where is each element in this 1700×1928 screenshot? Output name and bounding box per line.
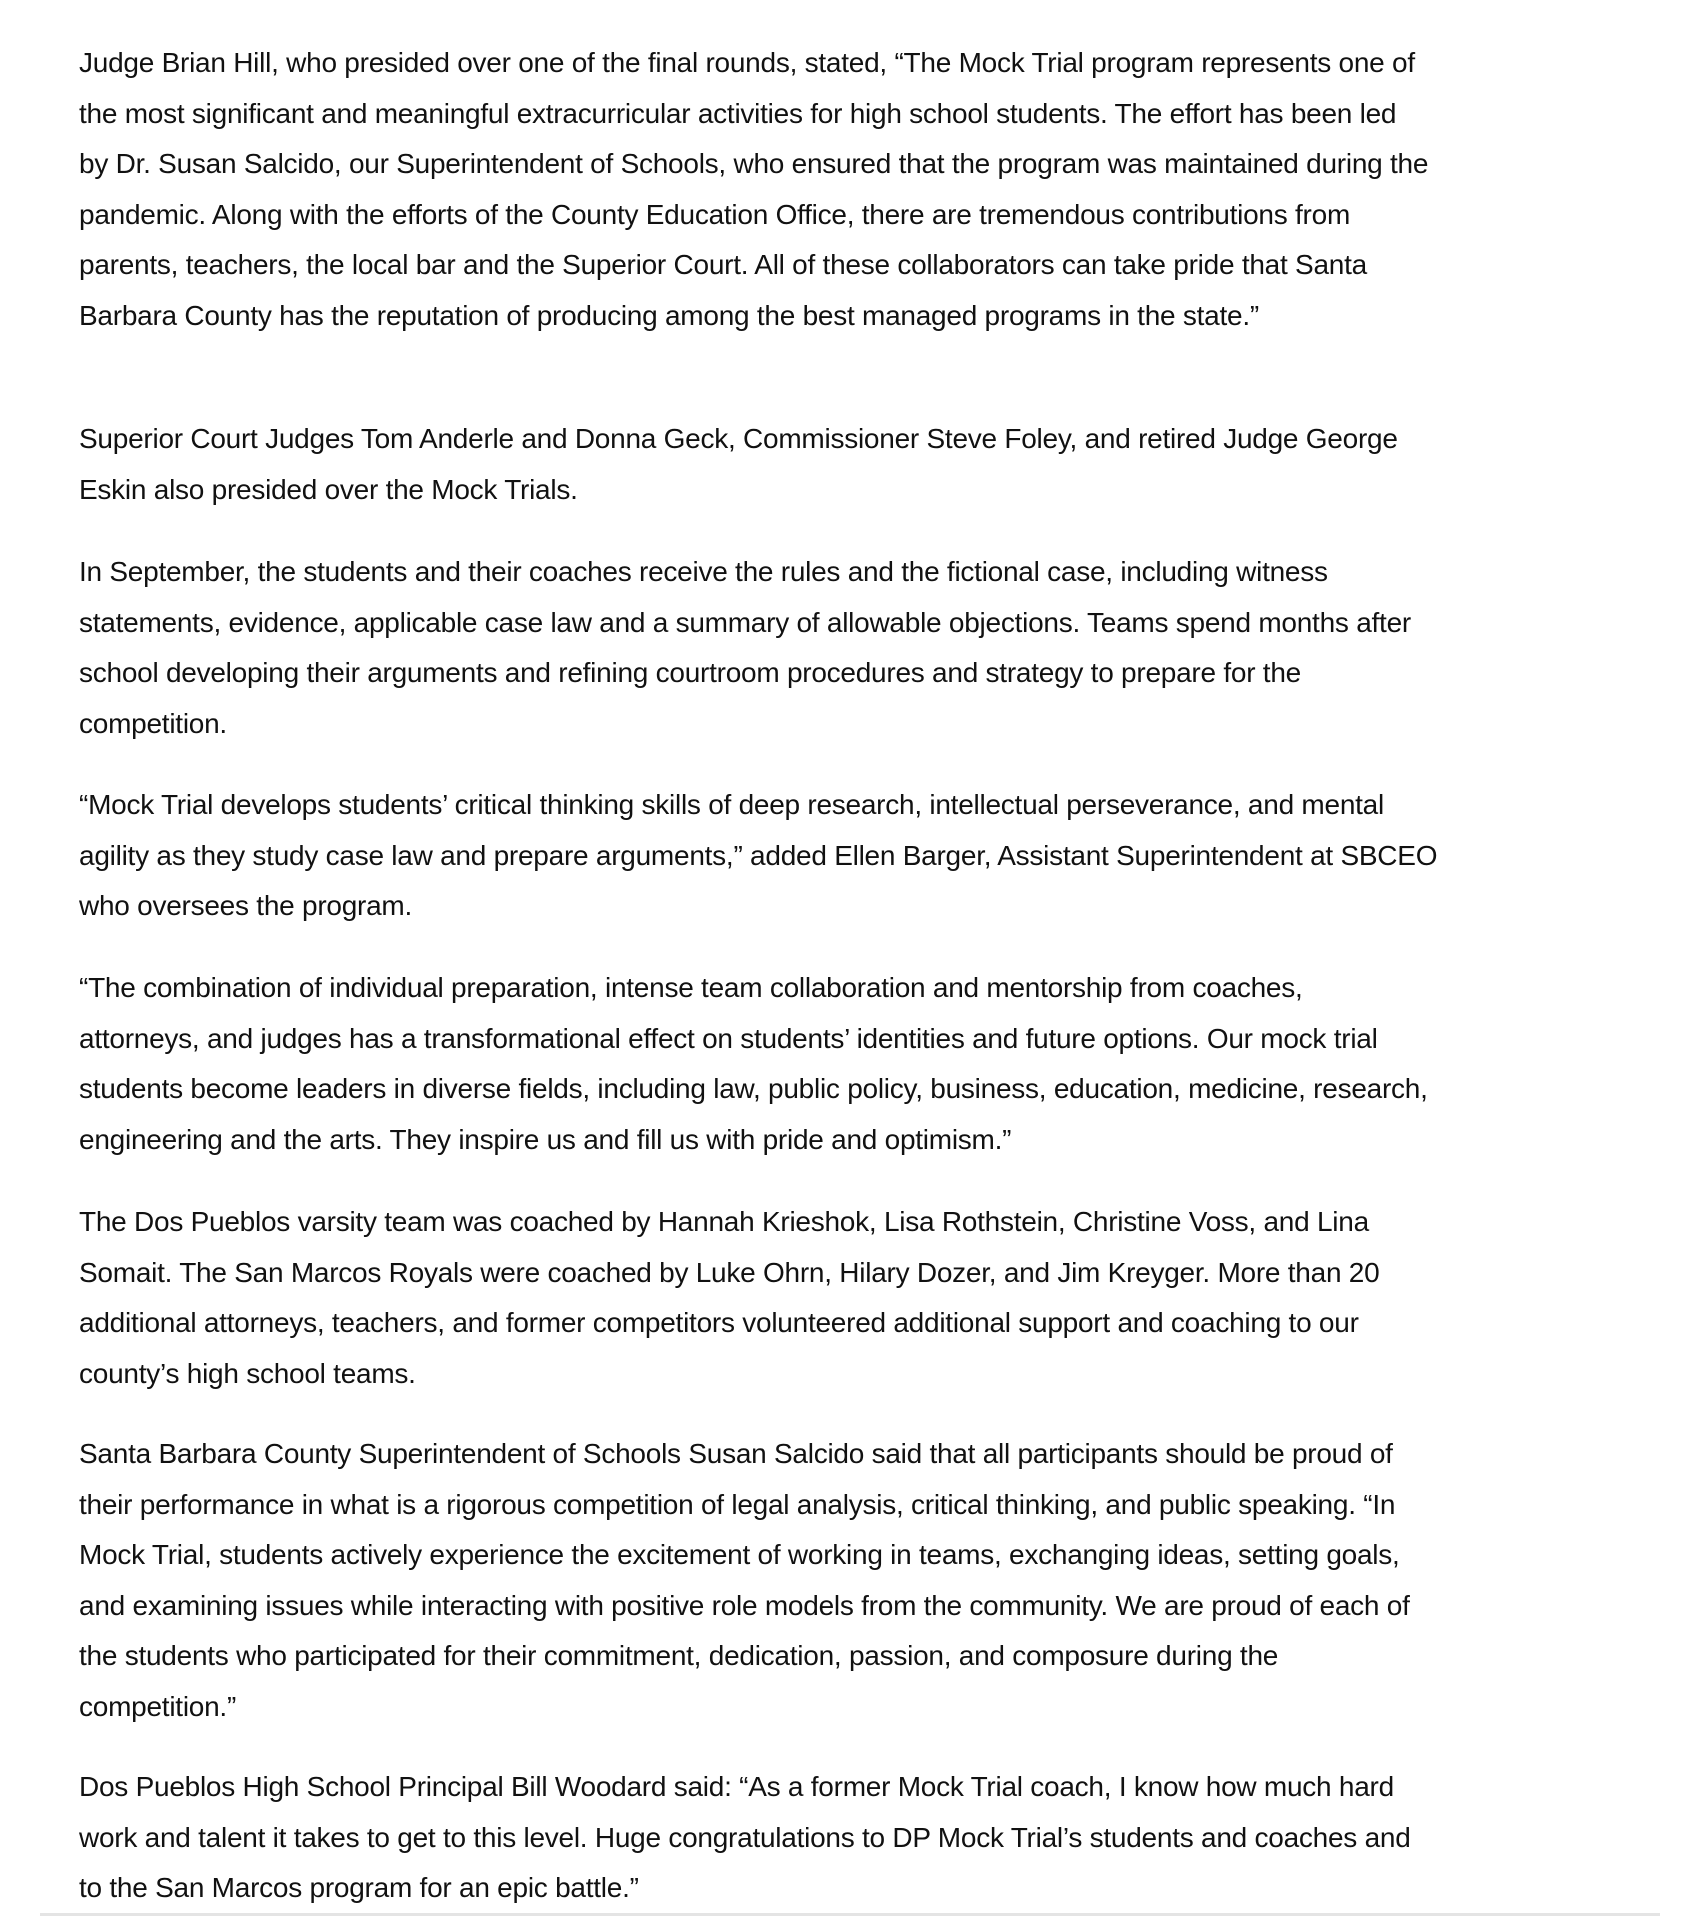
text-line: Dos Pueblos High School Principal Bill Woodard said: “As a former Mock Trial coach, I know how much hard (79, 1771, 1394, 1802)
text-line: and examining issues while interacting with positive role models from the community. We are proud of each of (79, 1589, 1410, 1621)
text-line: by Dr. Susan Salcido, our Superintendent of Schools, who ensured that the program was maintained during the (79, 148, 1429, 180)
text-line: county’s high school teams. (79, 1357, 416, 1389)
text-line: statements, evidence, applicable case law and a summary of allowable objections. Teams spend months after (79, 606, 1411, 638)
paragraph-judge-hill-quote (79, 38, 1669, 342)
paragraph-barger-quote (79, 780, 1669, 932)
text-line: students become leaders in diverse fields, including law, public policy, business, education, medicine, research, (79, 1073, 1428, 1105)
text-line: the students who participated for their commitment, dedication, passion, and composure during the (79, 1640, 1279, 1672)
text-line: Mock Trial, students actively experience the excitement of working in teams, exchanging ideas, setting goals, (79, 1539, 1400, 1571)
text-line: Barbara County has the reputation of producing among the best managed programs in the state.” (79, 299, 1259, 331)
paragraph-salcido-quote (79, 1429, 1669, 1733)
paragraph-september-case (79, 547, 1669, 749)
text-line: agility as they study case law and prepare arguments,” added Ellen Barger, Assistant Superintendent at SBCEO (79, 839, 1438, 871)
text-line: “Mock Trial develops students’ critical thinking skills of deep research, intellectual perseverance, and mental (79, 789, 1384, 820)
section-divider (40, 1913, 1660, 1916)
text-line: Eskin also presided over the Mock Trials. (79, 473, 578, 505)
text-line: attorneys, and judges has a transformational effect on students’ identities and future options. Our mock trial (79, 1022, 1378, 1054)
text-line: parents, teachers, the local bar and the Superior Court. All of these collaborators can take pride that Santa (79, 249, 1367, 281)
text-line: Santa Barbara County Superintendent of Schools Susan Salcido said that all participants should be proud of (79, 1438, 1393, 1469)
text-line: the most significant and meaningful extracurricular activities for high school students. The effort has been led (79, 97, 1397, 129)
text-line: The Dos Pueblos varsity team was coached by Hannah Krieshok, Lisa Rothstein, Christine Voss, and Lina (79, 1206, 1369, 1237)
text-line: their performance in what is a rigorous competition of legal analysis, critical thinking, and public speaking. “In (79, 1488, 1396, 1520)
text-line: to the San Marcos program for an epic battle.” (79, 1872, 639, 1904)
text-line: competition.” (79, 1690, 237, 1722)
text-line: competition. (79, 707, 227, 739)
paragraph-coaches (79, 1197, 1669, 1399)
paragraph-presiding-judges (79, 414, 1669, 515)
paragraph-woodard-quote (79, 1762, 1669, 1914)
text-line: “The combination of individual preparation, intense team collaboration and mentorship from coaches, (79, 972, 1303, 1003)
text-line: pandemic. Along with the efforts of the County Education Office, there are tremendous contributions from (79, 198, 1351, 230)
text-line: engineering and the arts. They inspire us and fill us with pride and optimism.” (79, 1123, 1012, 1155)
text-line: Somait. The San Marcos Royals were coached by Luke Ohrn, Hilary Dozer, and Jim Kreyger. More than 20 (79, 1256, 1380, 1288)
text-line: school developing their arguments and refining courtroom procedures and strategy to prepare for the (79, 657, 1301, 689)
text-line: Judge Brian Hill, who presided over one of the final rounds, stated, “The Mock Trial program represents one of (79, 47, 1415, 78)
text-line: Superior Court Judges Tom Anderle and Donna Geck, Commissioner Steve Foley, and retired Judge George (79, 423, 1398, 454)
text-line: work and talent it takes to get to this level. Huge congratulations to DP Mock Trial’s students and coaches and (79, 1821, 1411, 1853)
text-line: who oversees the program. (79, 890, 413, 922)
text-line: In September, the students and their coaches receive the rules and the fictional case, including witness (79, 556, 1328, 587)
paragraph-combination-quote (79, 963, 1669, 1165)
text-line: additional attorneys, teachers, and former competitors volunteered additional support and coaching to our (79, 1307, 1359, 1339)
